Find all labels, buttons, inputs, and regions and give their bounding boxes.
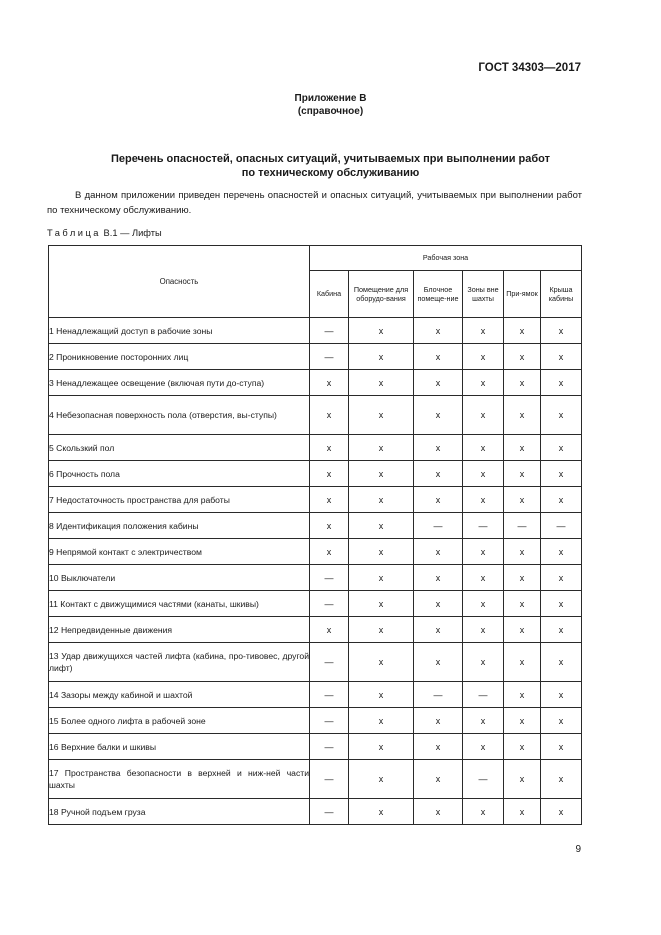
zone-mark: — [463, 760, 504, 799]
hazard-name [49, 344, 310, 370]
table-row [49, 708, 582, 734]
zone-mark: x [414, 617, 463, 643]
zone-mark: x [349, 487, 414, 513]
zone-mark: — [310, 760, 349, 799]
zone-mark: x [414, 643, 463, 682]
hazard-name-text: 14 Зазоры между кабиной и шахтой [49, 689, 193, 700]
zone-header: Блочное помеще-ние [414, 271, 463, 318]
zone-mark: — [310, 682, 349, 708]
zone-header: Крыша кабины [541, 271, 582, 318]
standard-number: ГОСТ 34303—2017 [478, 62, 581, 74]
zone-mark: x [541, 591, 582, 617]
appendix-label: Приложение В [294, 93, 367, 104]
zone-mark: x [349, 734, 414, 760]
zone-mark: x [414, 539, 463, 565]
zone-header: При-ямок [504, 271, 541, 318]
zone-mark: x [310, 435, 349, 461]
zone-mark: x [463, 643, 504, 682]
appendix-type: (справочное) [297, 106, 364, 117]
zone-mark: x [463, 734, 504, 760]
table-row [49, 799, 582, 825]
zone-mark: x [504, 370, 541, 396]
zone-mark: — [310, 643, 349, 682]
zone-mark: x [349, 396, 414, 435]
zone-mark: x [504, 461, 541, 487]
zone-mark: x [541, 617, 582, 643]
zone-mark: x [463, 799, 504, 825]
table-row [49, 539, 582, 565]
hazard-name-text: 11 Контакт с движущимися частями (канаты, шкивы) [49, 598, 259, 609]
zone-header: Зоны вне шахты [463, 271, 504, 318]
zone-mark: x [504, 682, 541, 708]
zone-mark: x [541, 682, 582, 708]
zone-mark: x [349, 708, 414, 734]
zone-mark: x [414, 591, 463, 617]
title-line-2: по техническому обслуживанию [241, 167, 420, 179]
zone-mark: x [349, 591, 414, 617]
zone-mark: — [310, 799, 349, 825]
hazard-name-text: 1 Ненадлежащий доступ в рабочие зоны [49, 325, 213, 336]
zone-mark: x [349, 539, 414, 565]
zone-mark: x [504, 565, 541, 591]
hazard-name [49, 760, 310, 799]
table-row [49, 461, 582, 487]
hazard-name-text: 18 Ручной подъем груза [49, 806, 146, 817]
table-row [49, 513, 582, 539]
table-row [49, 370, 582, 396]
hazard-name-text: 5 Скользкий пол [49, 442, 115, 453]
hazard-name-text: 15 Более одного лифта в рабочей зоне [49, 715, 206, 726]
zone-mark: x [463, 591, 504, 617]
table-row [49, 734, 582, 760]
zone-mark: x [414, 487, 463, 513]
zone-mark: x [414, 318, 463, 344]
hazard-name [49, 513, 310, 539]
zone-mark: x [349, 643, 414, 682]
hazard-name-text: 13 Удар движущихся частей лифта (кабина, про-тивовес, другой лифт) [49, 651, 309, 673]
appendix-title [0, 92, 661, 118]
zone-mark: x [463, 435, 504, 461]
zone-mark: x [504, 760, 541, 799]
zone-mark: x [310, 487, 349, 513]
hazard-name-text: 6 Прочность пола [49, 468, 120, 479]
zone-mark: — [310, 734, 349, 760]
zone-mark: x [349, 318, 414, 344]
zone-mark: x [349, 565, 414, 591]
zone-mark: — [310, 318, 349, 344]
table-row [49, 565, 582, 591]
zone-mark: x [414, 344, 463, 370]
zone-mark: x [349, 344, 414, 370]
zone-mark: x [541, 734, 582, 760]
hazard-name [49, 396, 310, 435]
zone-mark: x [541, 318, 582, 344]
hazard-name-text: 3 Ненадлежащее освещение (включая пути до-ступа) [49, 377, 265, 388]
hazard-name-text: 2 Проникновение посторонних лиц [49, 351, 189, 362]
zone-mark: — [310, 591, 349, 617]
hazard-name-text: 4 Небезопасная поверхность пола (отверстия, вы-ступы) [49, 410, 277, 420]
table-row [49, 318, 582, 344]
zone-mark: x [349, 513, 414, 539]
zone-mark: x [504, 799, 541, 825]
hazard-name [49, 487, 310, 513]
hazard-name [49, 565, 310, 591]
zone-mark: x [463, 318, 504, 344]
zone-mark: x [541, 435, 582, 461]
zone-mark: x [463, 344, 504, 370]
zone-mark: x [414, 370, 463, 396]
zone-mark: x [504, 708, 541, 734]
zone-mark: x [349, 799, 414, 825]
hazard-name-text: 7 Недостаточность пространства для работы [49, 494, 230, 505]
zone-mark: x [349, 461, 414, 487]
zone-mark: — [414, 682, 463, 708]
zone-mark: x [541, 643, 582, 682]
table-caption-text: В.1 — Лифты [103, 228, 162, 238]
hazard-name-text: 17 Пространства безопасности в верхней и ниж-ней части шахты [49, 768, 309, 790]
hazard-column-header: Опасность [49, 246, 310, 318]
zone-mark: x [504, 435, 541, 461]
zone-mark: x [414, 396, 463, 435]
zone-mark: x [414, 565, 463, 591]
zone-mark: x [504, 487, 541, 513]
zone-mark: x [414, 734, 463, 760]
page-number: 9 [575, 844, 581, 855]
zone-mark: x [541, 344, 582, 370]
zone-mark: x [349, 682, 414, 708]
work-zone-header: Рабочая зона [310, 246, 582, 271]
zone-mark: x [541, 370, 582, 396]
zone-mark: — [414, 513, 463, 539]
zone-mark: x [310, 617, 349, 643]
zone-mark: x [541, 396, 582, 435]
zone-mark: x [349, 760, 414, 799]
zone-mark: x [414, 461, 463, 487]
zone-mark: x [504, 318, 541, 344]
zone-mark: x [349, 370, 414, 396]
page-title [0, 152, 661, 180]
hazard-name [49, 318, 310, 344]
hazard-name [49, 734, 310, 760]
table-row [49, 682, 582, 708]
zone-mark: x [463, 396, 504, 435]
hazard-name [49, 643, 310, 682]
zone-mark: x [310, 539, 349, 565]
zone-mark: x [463, 617, 504, 643]
hazard-name-text: 10 Выключатели [49, 572, 116, 583]
zone-mark: x [414, 435, 463, 461]
table-row [49, 396, 582, 435]
zone-mark: — [310, 565, 349, 591]
table-row [49, 760, 582, 799]
table-row [49, 487, 582, 513]
hazard-name-text: 16 Верхние балки и шкивы [49, 741, 157, 752]
hazard-name-text: 8 Идентификация положения кабины [49, 520, 199, 531]
zone-mark: x [504, 539, 541, 565]
zone-mark: x [541, 487, 582, 513]
zone-mark: x [463, 565, 504, 591]
zone-mark: x [463, 708, 504, 734]
hazard-name [49, 461, 310, 487]
zone-mark: x [504, 344, 541, 370]
zone-mark: — [463, 682, 504, 708]
zone-mark: x [349, 617, 414, 643]
table-caption [47, 228, 162, 238]
hazard-name-text: 12 Непредвиденные движения [49, 624, 173, 635]
zone-mark: x [414, 799, 463, 825]
hazard-name [49, 539, 310, 565]
zone-mark: x [504, 734, 541, 760]
hazard-name [49, 591, 310, 617]
hazard-name [49, 799, 310, 825]
zone-mark: x [504, 396, 541, 435]
zone-mark: x [310, 370, 349, 396]
zone-mark: x [541, 565, 582, 591]
zone-mark: x [414, 760, 463, 799]
zone-mark: x [541, 799, 582, 825]
zone-mark: x [541, 461, 582, 487]
zone-mark: x [504, 617, 541, 643]
hazard-name [49, 682, 310, 708]
zone-mark: x [414, 708, 463, 734]
table-row [49, 344, 582, 370]
zone-mark: x [463, 487, 504, 513]
table-row [49, 591, 582, 617]
zone-mark: — [310, 708, 349, 734]
hazards-table [48, 245, 582, 825]
hazard-name-text: 9 Непрямой контакт с электричеством [49, 546, 202, 557]
zone-mark: x [310, 513, 349, 539]
hazard-name [49, 370, 310, 396]
zone-mark: x [463, 461, 504, 487]
zone-mark: x [463, 370, 504, 396]
table-caption-word: Таблица [47, 228, 101, 238]
title-line-1: Перечень опасностей, опасных ситуаций, учитываемых при выполнении работ [110, 153, 551, 165]
hazard-name [49, 617, 310, 643]
hazard-name [49, 708, 310, 734]
zone-mark: — [463, 513, 504, 539]
intro-paragraph: В данном приложении приведен перечень опасностей и опасных ситуаций, учитываемых при выполнении работ по техническому обслуживанию. [47, 190, 582, 216]
zone-header: Кабина [310, 271, 349, 318]
table-row [49, 643, 582, 682]
zone-mark: — [541, 513, 582, 539]
zone-mark: x [349, 435, 414, 461]
zone-mark: x [310, 461, 349, 487]
zone-mark: x [504, 591, 541, 617]
zone-mark: x [541, 539, 582, 565]
zone-mark: x [463, 539, 504, 565]
zone-mark: x [541, 708, 582, 734]
table-row [49, 435, 582, 461]
zone-mark: x [310, 396, 349, 435]
zone-mark: — [310, 344, 349, 370]
zone-mark: x [504, 643, 541, 682]
table-row [49, 617, 582, 643]
zone-header: Помещение для оборудо-вания [349, 271, 414, 318]
zone-mark: — [504, 513, 541, 539]
hazard-name [49, 435, 310, 461]
zone-mark: x [541, 760, 582, 799]
